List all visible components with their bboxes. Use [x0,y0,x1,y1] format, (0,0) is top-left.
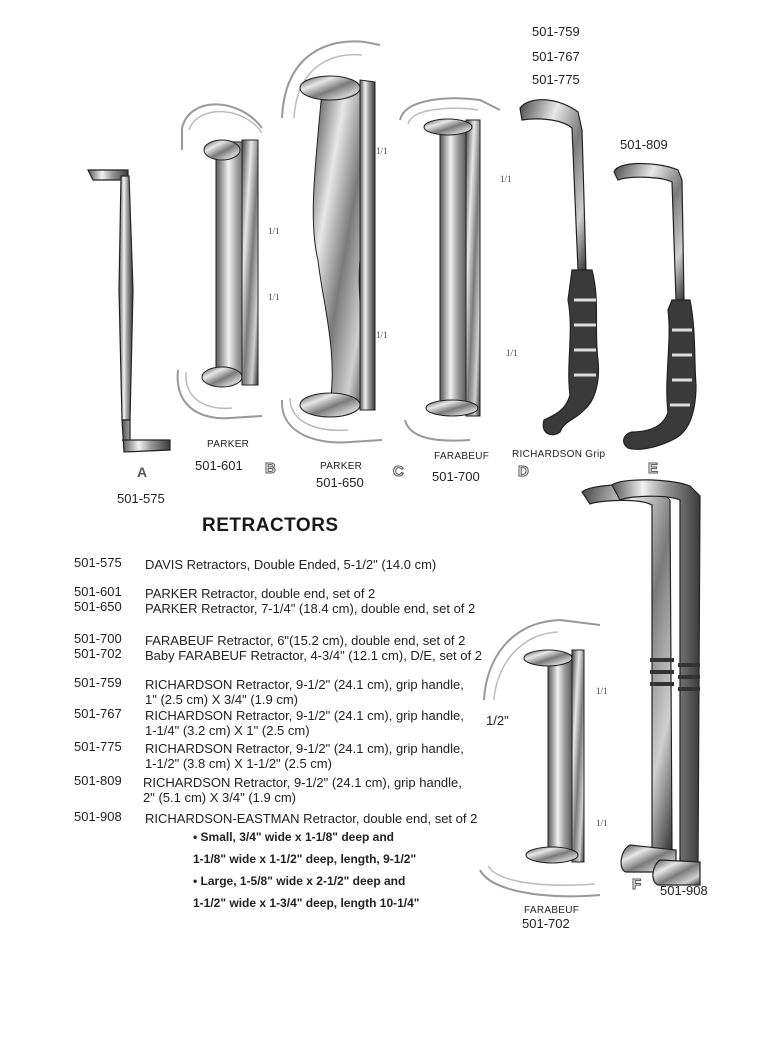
figure-code: 501-775 [532,72,580,87]
figure-letter: F [632,876,642,893]
catalog-desc: RICHARDSON Retractor, 9-1/2" (24.1 cm), grip handle, [143,775,462,790]
fraction-mark: 1/1 [500,174,512,184]
catalog-desc: 1-1/4" (3.2 cm) X 1" (2.5 cm) [145,723,310,738]
parker-601-image [178,104,262,418]
figure-label: FARABEUF [434,451,490,462]
parker-650-image [282,41,382,442]
farabeuf-702-image [480,620,600,896]
catalog-desc: 2" (5.1 cm) X 3/4" (1.9 cm) [143,790,296,805]
figure-letter: D [518,463,529,480]
davis-retractor-image [88,170,170,452]
figure-label: PARKER [320,461,363,472]
figure-label: RICHARDSON Grip [512,449,606,460]
figure-code: 501-767 [532,49,580,64]
size-note: • Large, 1-5/8" wide x 2-1/2" deep and [193,874,406,888]
richardson-809-image [614,164,696,450]
catalog-code: 501-908 [74,809,122,824]
page-title: RETRACTORS [202,515,339,536]
figure-code: 501-650 [316,475,364,490]
catalog-code: 501-601 [74,584,122,599]
figure-letter: B [265,460,276,477]
figure-code: 501-601 [195,458,243,473]
fraction-mark: 1/1 [596,818,608,828]
catalog-code: 501-775 [74,739,122,754]
figure-letter: E [648,460,659,477]
catalog-desc: 1-1/2" (3.8 cm) X 1-1/2" (2.5 cm) [145,756,332,771]
figure-code: 501-700 [432,469,480,484]
catalog-code: 501-700 [74,631,122,646]
richardson-grip-image [520,100,598,435]
figure-letter: A [137,464,148,480]
figure-code: 501-908 [660,883,708,898]
figure-code: 501-809 [620,137,668,152]
figure-letter: C [393,463,404,480]
size-note: 1-1/8" wide x 1-1/2" deep, length, 9-1/2" [193,852,417,866]
catalog-desc: PARKER Retractor, 7-1/4" (18.4 cm), double end, set of 2 [145,601,476,616]
catalog-code: 501-650 [74,599,122,614]
fraction-mark: 1/1 [376,146,388,156]
catalog-code: 501-767 [74,706,122,721]
catalog-desc: RICHARDSON Retractor, 9-1/2" (24.1 cm), grip handle, [145,741,464,756]
catalog-desc: RICHARDSON-EASTMAN Retractor, double end, set of 2 [145,811,478,826]
catalog-desc: 1" (2.5 cm) X 3/4" (1.9 cm) [145,692,298,707]
catalog-desc: Baby FARABEUF Retractor, 4-3/4" (12.1 cm), D/E, set of 2 [145,648,482,663]
fraction-mark: 1/1 [596,686,608,696]
fraction-mark: 1/1 [506,348,518,358]
figure-label: FARABEUF [524,905,580,916]
catalog-desc: PARKER Retractor, double end, set of 2 [145,586,376,601]
catalog-desc: RICHARDSON Retractor, 9-1/2" (24.1 cm), grip handle, [145,708,464,723]
half-inch-note: 1/2" [486,713,509,728]
farabeuf-700-image [400,98,500,440]
catalog-code: 501-809 [74,773,122,788]
figure-label: PARKER [207,439,250,450]
fraction-mark: 1/1 [268,226,280,236]
catalog-desc: DAVIS Retractors, Double Ended, 5-1/2" (14.0 cm) [145,557,437,572]
catalog-desc: FARABEUF Retractor, 6"(15.2 cm), double end, set of 2 [145,633,466,648]
catalog-code: 501-702 [74,646,122,661]
fraction-mark: 1/1 [268,292,280,302]
size-note: 1-1/2" wide x 1-3/4" deep, length 10-1/4" [193,896,420,910]
catalog-desc: RICHARDSON Retractor, 9-1/2" (24.1 cm), grip handle, [145,677,464,692]
fraction-mark: 1/1 [376,330,388,340]
figure-code: 501-702 [522,916,570,931]
figure-code: 501-575 [117,491,165,506]
catalog-code: 501-759 [74,675,122,690]
catalog-code: 501-575 [74,555,122,570]
figure-code: 501-759 [532,24,580,39]
size-note: • Small, 3/4" wide x 1-1/8" deep and [193,830,394,844]
